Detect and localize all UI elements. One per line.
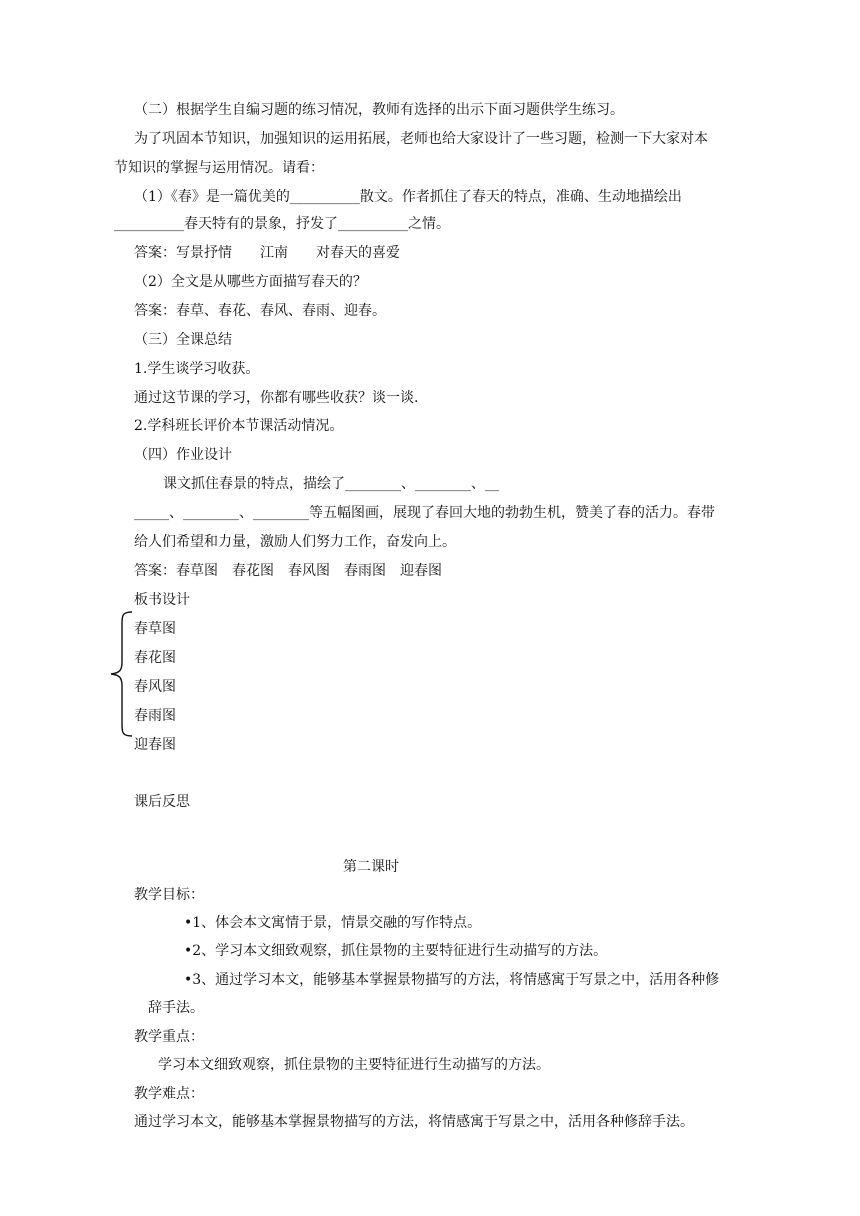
lesson-2-title: 第二课时 [343, 859, 399, 875]
homework-line: 给人们希望和力量，激励人们努力工作，奋发向上。 [134, 534, 456, 550]
board-item: 春草图 [134, 621, 176, 637]
board-item: 春花图 [134, 650, 176, 666]
paragraph-line: 通过这节课的学习，你都有哪些收获？谈一谈. [134, 390, 419, 406]
paragraph-line: 2.学科班长评价本节课活动情况。 [134, 418, 344, 434]
goal-item-continuation: 辞手法。 [148, 1000, 204, 1016]
answer-1: 答案：写景抒情 江南 对春天的喜爱 [134, 245, 400, 261]
key-points-text: 学习本文细致观察，抓住景物的主要特征进行生动描写的方法。 [158, 1057, 550, 1073]
answer-3: 答案：春草图 春花图 春风图 春雨图 迎春图 [134, 563, 442, 579]
paragraph-line: 节知识的掌握与运用情况。请看： [114, 160, 324, 176]
question-2: （2）全文是从哪些方面描写春天的？ [134, 274, 367, 290]
goal-item: •1、体会本文寓情于景，情景交融的写作特点。 [184, 915, 482, 931]
curly-brace-icon [108, 610, 134, 738]
key-points-heading: 教学重点： [134, 1029, 204, 1045]
question-1-line: __________春天特有的景象，抒发了__________之情。 [114, 216, 450, 232]
paragraph-line: 为了巩固本节知识，加强知识的运用拓展，老师也给大家设计了一些习题，检测一下大家对本 [134, 131, 708, 147]
goal-item: •3、通过学习本文，能够基本掌握景物描写的方法，将情感寓于写景之中，活用各种修 [184, 972, 720, 988]
homework-line: _____、________、________等五幅图画，展现了春回大地的勃勃生机，赞美了春的活力。春带 [134, 505, 715, 521]
paragraph-line: 1.学生谈学习收获。 [134, 361, 260, 377]
section-2-heading: （二）根据学生自编习题的练习情况，教师有选择的出示下面习题供学生练习。 [134, 102, 624, 118]
homework-line: 课文抓住春景的特点，描绘了________、________、__ [163, 476, 499, 492]
board-item: 迎春图 [134, 737, 176, 753]
board-item: 春雨图 [134, 708, 176, 724]
teaching-goals-heading: 教学目标： [134, 887, 204, 903]
section-4-heading: （四）作业设计 [134, 447, 232, 463]
board-item: 春风图 [134, 679, 176, 695]
goal-item: •2、学习本文细致观察，抓住景物的主要特征进行生动描写的方法。 [184, 943, 608, 959]
question-1-line: （1）《春》是一篇优美的__________散文。作者抓住了春天的特点，准确、生动地描绘出 [134, 189, 682, 205]
board-design-heading: 板书设计 [134, 592, 190, 608]
section-3-heading: （三）全课总结 [134, 332, 232, 348]
difficulties-text: 通过学习本文，能够基本掌握景物描写的方法，将情感寓于写景之中，活用各种修辞手法。 [134, 1114, 694, 1130]
answer-2: 答案：春草、春花、春风、春雨、迎春。 [134, 303, 386, 319]
difficulties-heading: 教学难点： [134, 1086, 204, 1102]
reflection-heading: 课后反思 [134, 794, 190, 810]
